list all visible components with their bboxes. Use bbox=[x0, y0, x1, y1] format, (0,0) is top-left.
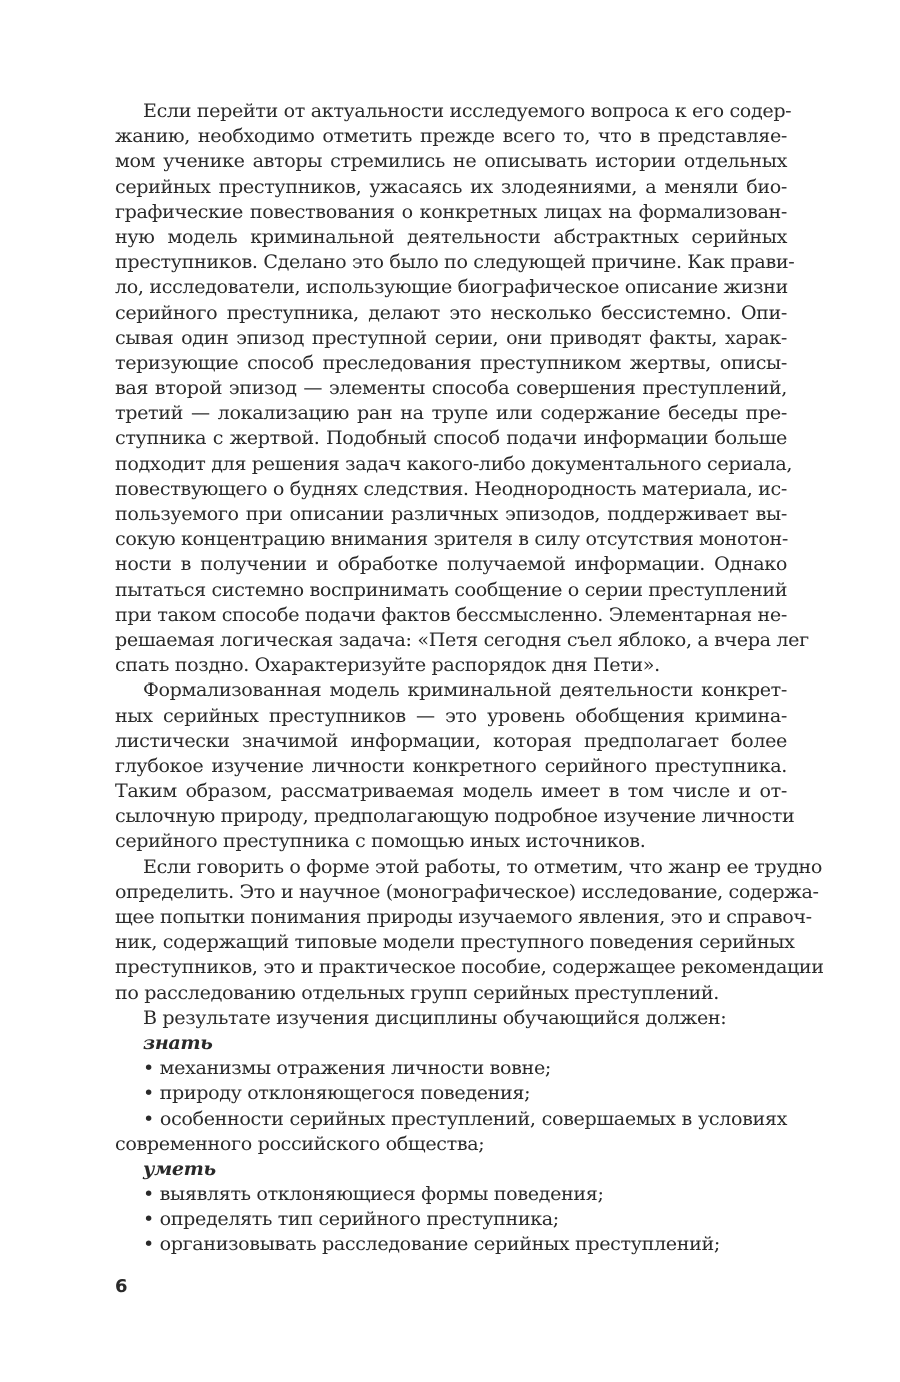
text-line: спать поздно. Охарактеризуйте распорядок дня Пети». bbox=[115, 653, 660, 677]
text-line: щее попытки понимания природы изучаемого явления, это и справоч- bbox=[115, 905, 812, 928]
text-line: третий — локализацию ран на трупе или содержание беседы пре- bbox=[115, 401, 787, 425]
text-line: Если перейти от актуальности исследуемого вопроса к его содер- bbox=[143, 99, 792, 122]
text-line: серийного преступника с помощью иных источников. bbox=[115, 829, 646, 853]
text-line: жанию, необходимо отметить прежде всего то, что в представляе- bbox=[115, 124, 787, 148]
text-line: ную модель криминальной деятельности абстрактных серийных bbox=[115, 224, 787, 248]
text-line: • определять тип серийного преступника; bbox=[143, 1207, 559, 1231]
text-line: графические повествования о конкретных лицах на формализован- bbox=[115, 199, 787, 223]
text-line: повествующего о буднях следствия. Неоднородность материала, ис- bbox=[115, 476, 787, 500]
text-line: сылочную природу, предполагающую подробное изучение личности bbox=[115, 804, 795, 828]
text-line: подходит для решения задач какого-либо документального сериала, bbox=[115, 451, 793, 475]
text-line: • механизмы отражения личности вовне; bbox=[143, 1056, 551, 1080]
text-line: • организовывать расследование серийных преступлений; bbox=[143, 1232, 720, 1256]
text-line: серийного преступника, делают это несколько бессистемно. Опи- bbox=[115, 300, 787, 324]
text-line: Таким образом, рассматриваемая модель имеет в том числе и от- bbox=[115, 779, 787, 803]
text-line: • особенности серийных преступлений, совершаемых в условиях bbox=[143, 1106, 787, 1130]
text-line: преступников, это и практическое пособие, содержащее рекомендации bbox=[115, 955, 824, 979]
text-line: • выявлять отклоняющиеся формы поведения; bbox=[143, 1182, 604, 1206]
text-line: Формализованная модель криминальной деятельности конкрет- bbox=[143, 678, 787, 702]
text-line: по расследованию отдельных групп серийных преступлений. bbox=[115, 980, 719, 1004]
text-line: В результате изучения дисциплины обучающийся должен: bbox=[143, 1005, 727, 1029]
text-line: преступников. Сделано это было по следующей причине. Как прави- bbox=[115, 250, 795, 274]
page-number: 6 bbox=[115, 1276, 128, 1297]
section-label: уметь bbox=[143, 1156, 216, 1180]
text-line: пользуемого при описании различных эпизодов, поддерживает вы- bbox=[115, 502, 787, 525]
text-line: глубокое изучение личности конкретного серийного преступника. bbox=[115, 753, 787, 777]
text-line: при таком способе подачи фактов бессмысленно. Элементарная не- bbox=[115, 602, 787, 626]
text-line: определить. Это и научное (монографическое) исследование, содержа- bbox=[115, 879, 819, 903]
text-line: вая второй эпизод — элементы способа совершения преступлений, bbox=[115, 376, 787, 400]
text-line: современного российского общества; bbox=[115, 1131, 485, 1155]
text-line: пытаться системно воспринимать сообщение о серии преступлений bbox=[115, 577, 788, 601]
text-line: • природу отклоняющегося поведения; bbox=[143, 1081, 531, 1105]
text-line: решаемая логическая задача: «Петя сегодня съел яблоко, а вчера лег bbox=[115, 627, 809, 651]
text-line: теризующие способ преследования преступником жертвы, описы- bbox=[115, 350, 787, 374]
text-line: ло, исследователи, использующие биографическое описание жизни bbox=[115, 275, 788, 299]
text-line: листически значимой информации, которая предполагает более bbox=[115, 728, 787, 752]
text-line: серийных преступников, ужасаясь их злодеяниями, а меняли био- bbox=[115, 174, 787, 198]
text-line: ник, содержащий типовые модели преступного поведения серийных bbox=[115, 930, 795, 954]
body-text bbox=[115, 98, 824, 1257]
section-label: знать bbox=[143, 1030, 213, 1054]
text-line: сокую концентрацию внимания зрителя в силу отсутствия монотон- bbox=[115, 527, 789, 551]
text-line: ности в получении и обработке получаемой информации. Однако bbox=[115, 552, 787, 576]
text-line: Если говорить о форме этой работы, то отметим, что жанр ее трудно bbox=[143, 854, 823, 878]
text-line: сывая один эпизод преступной серии, они приводят факты, харак- bbox=[115, 325, 787, 349]
text-line: ных серийных преступников — это уровень обобщения кримина- bbox=[115, 703, 787, 727]
text-line: ступника с жертвой. Подобный способ подачи информации больше bbox=[115, 426, 787, 450]
text-line: мом ученике авторы стремились не описывать истории отдельных bbox=[115, 149, 787, 173]
